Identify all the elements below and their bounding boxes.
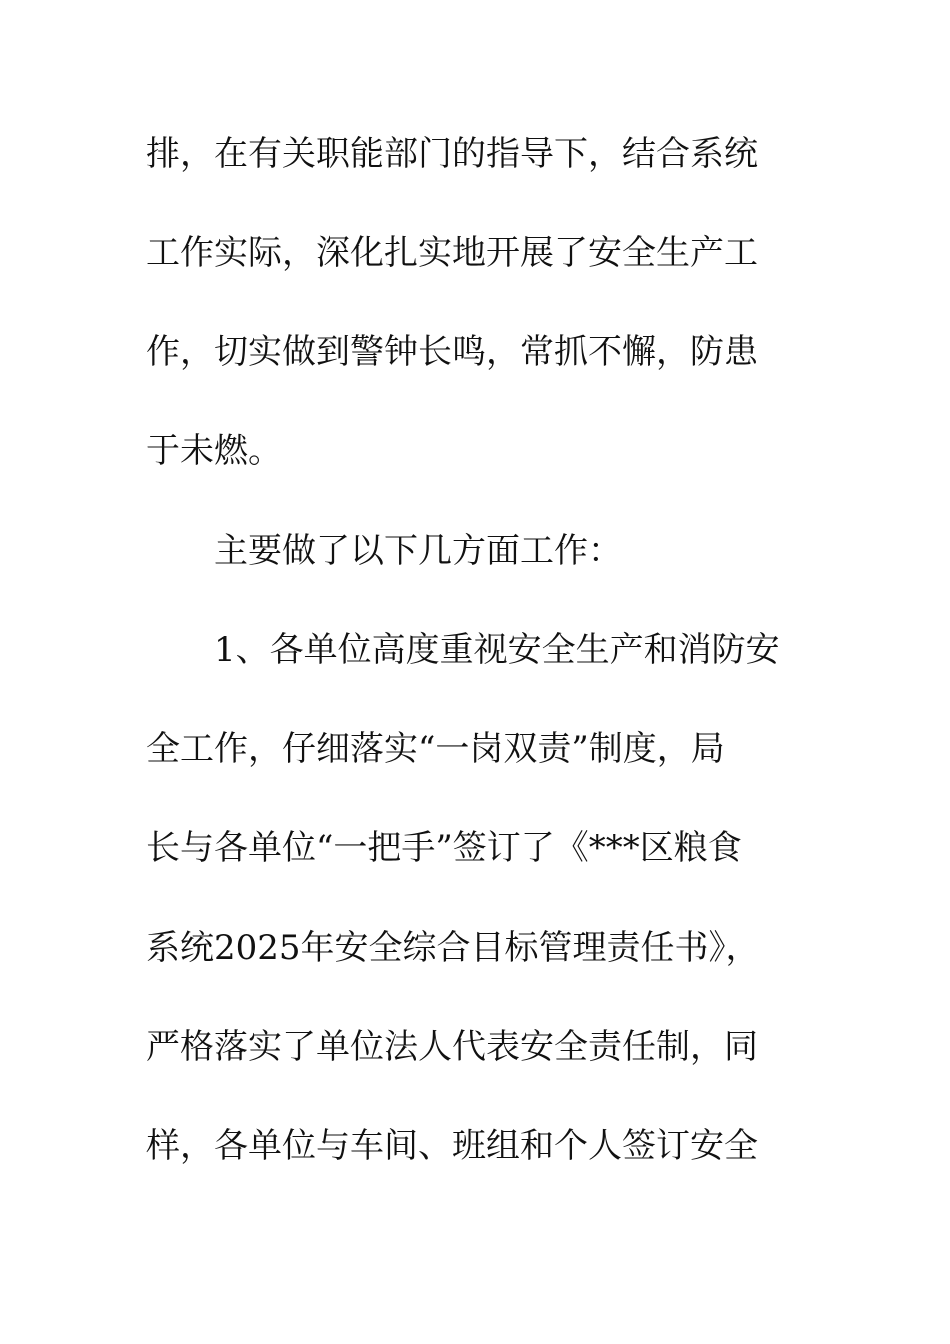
- text-line: 工作实际，深化扎实地开展了安全生产工: [146, 233, 758, 273]
- paragraph-first-line: 1、各单位高度重视安全生产和消防安: [214, 630, 780, 670]
- paragraph-first-line: 主要做了以下几方面工作：: [214, 531, 622, 571]
- text-line: 严格落实了单位法人代表安全责任制，同: [146, 1027, 758, 1067]
- text-line: 样，各单位与车间、班组和个人签订安全: [146, 1126, 758, 1166]
- text-line: 作，切实做到警钟长鸣，常抓不懈，防患: [146, 332, 758, 372]
- text-line: 于未燃。: [146, 431, 282, 471]
- text-line: 排，在有关职能部门的指导下，结合系统: [146, 134, 758, 174]
- text-line: 长与各单位“一把手”签订了《***区粮食: [146, 828, 742, 868]
- text-line: 系统2025年安全综合目标管理责任书》，: [146, 928, 760, 968]
- text-line: 全工作，仔细落实“一岗双责”制度，局: [146, 729, 725, 769]
